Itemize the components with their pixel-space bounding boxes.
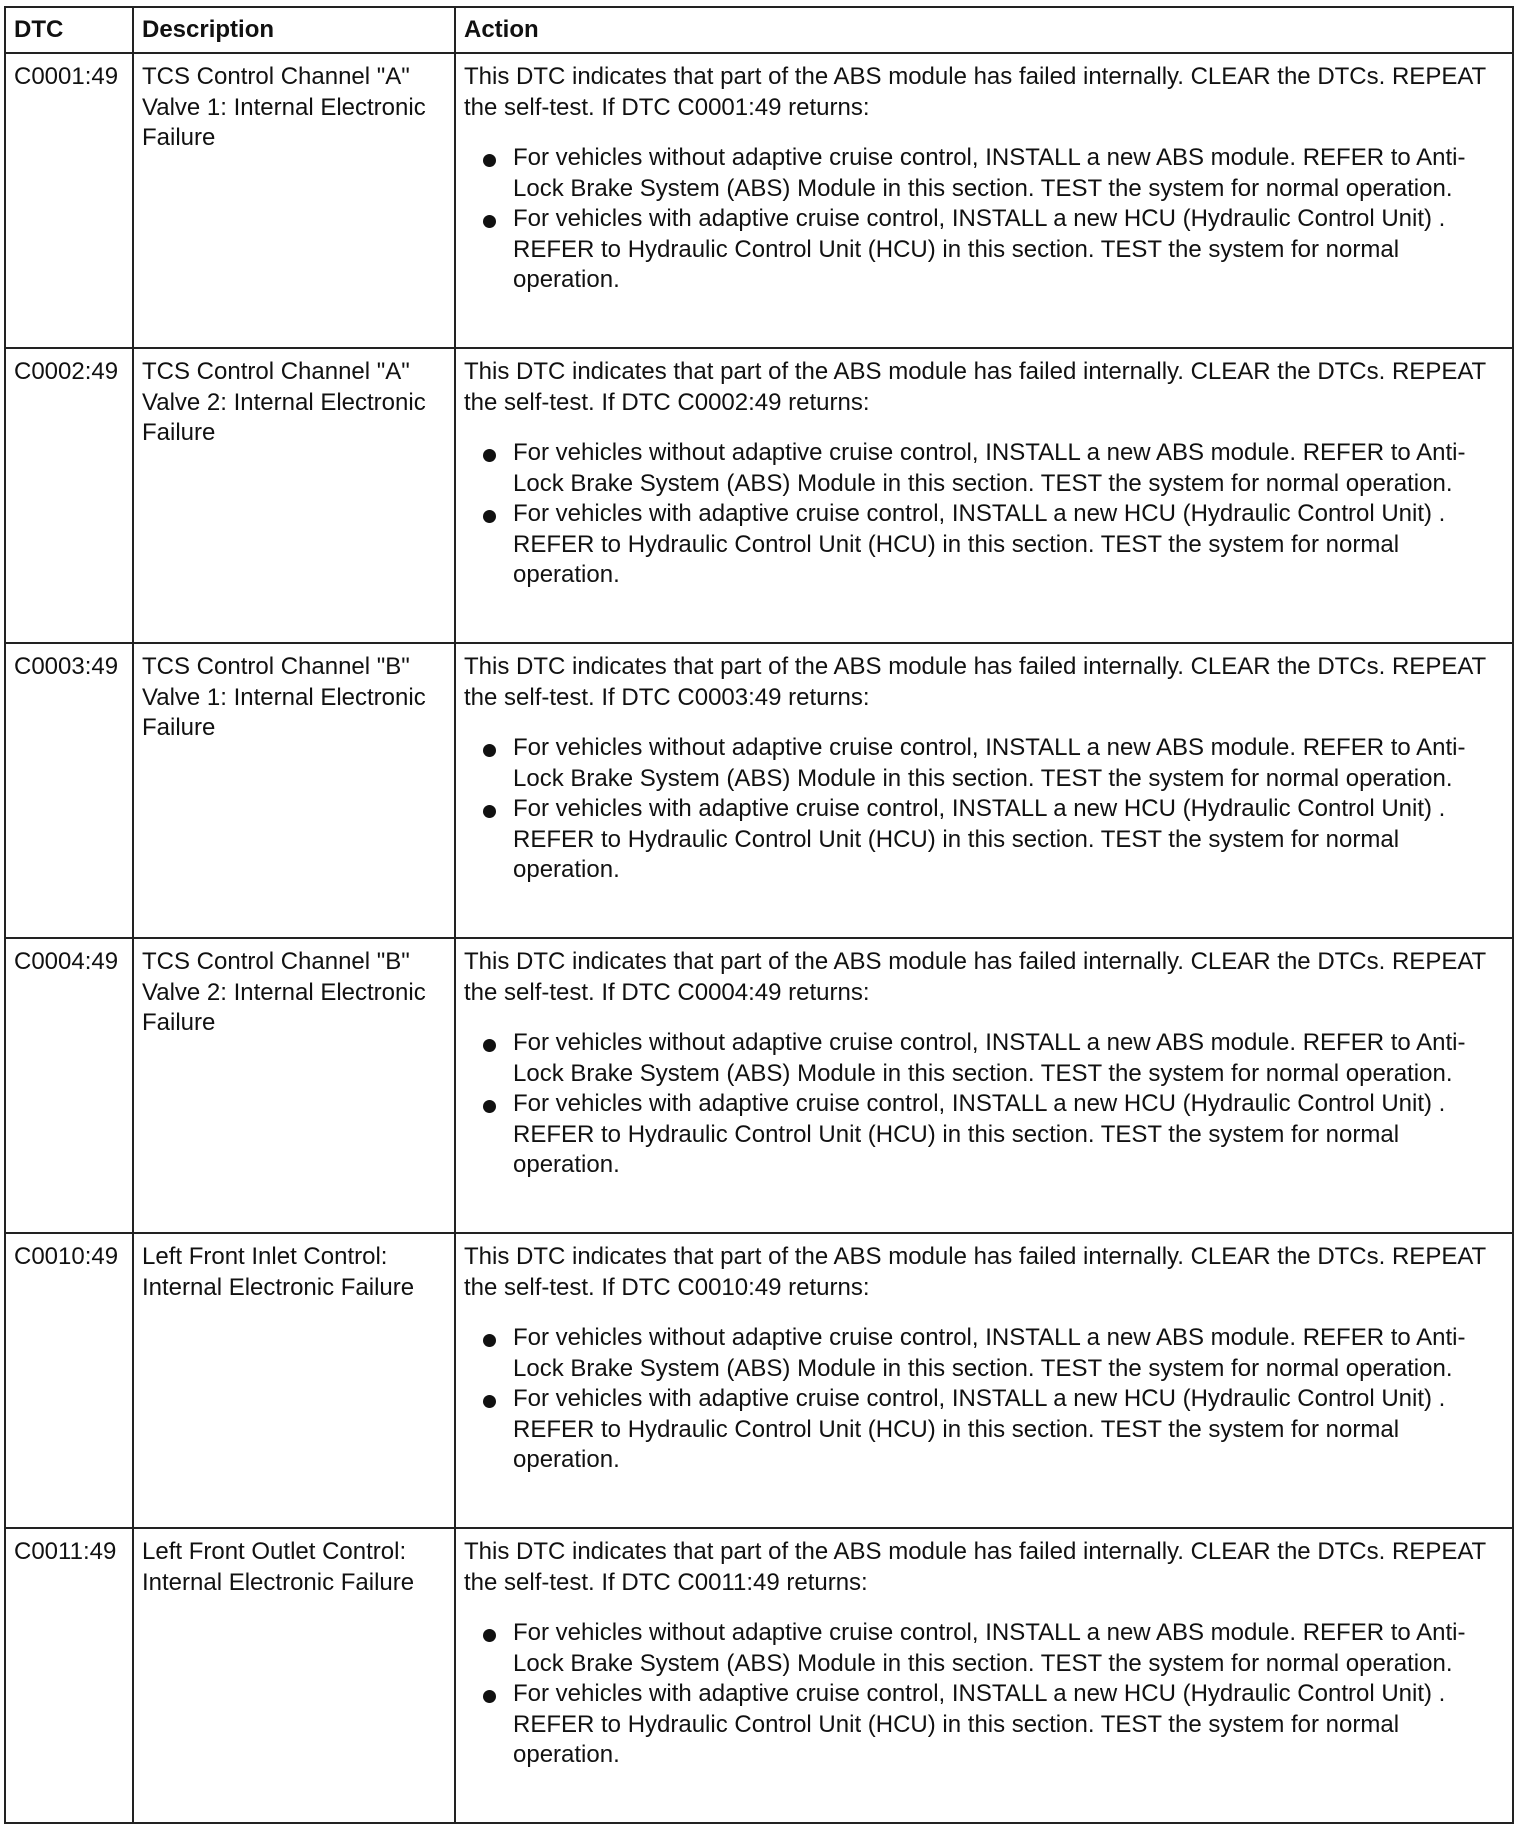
action-intro: This DTC indicates that part of the ABS module has failed internally. CLEAR the DTCs. REPEAT the self-test. If DTC C0004:49 returns: xyxy=(464,948,1486,1006)
dtc-code-cell: C0002:49 xyxy=(5,348,133,643)
column-header-description: Description xyxy=(133,7,455,53)
step-text: For vehicles with adaptive cruise control, INSTALL a new HCU (Hydraulic Control Unit) . REFER to Hydraulic Control Unit (HCU) in this section. TEST the system for normal operation. xyxy=(513,500,1446,588)
table-row xyxy=(5,348,1513,643)
description-cell: TCS Control Channel "A" Valve 2: Internal Electronic Failure xyxy=(133,348,455,643)
step-text: For vehicles with adaptive cruise control, INSTALL a new HCU (Hydraulic Control Unit) . REFER to Hydraulic Control Unit (HCU) in this section. TEST the system for normal operation. xyxy=(513,1090,1446,1178)
step-text: For vehicles without adaptive cruise control, INSTALL a new ABS module. REFER to Anti-Lock Brake System (ABS) Module in this section. TEST the system for normal operation. xyxy=(513,1619,1466,1677)
dtc-code-cell: C0004:49 xyxy=(5,938,133,1233)
list-item xyxy=(464,438,1504,499)
dtc-code-cell: C0003:49 xyxy=(5,643,133,938)
action-cell xyxy=(455,1528,1513,1823)
bullet-icon xyxy=(483,1334,496,1347)
action-intro: This DTC indicates that part of the ABS module has failed internally. CLEAR the DTCs. REPEAT the self-test. If DTC C0003:49 returns: xyxy=(464,653,1486,711)
action-intro: This DTC indicates that part of the ABS module has failed internally. CLEAR the DTCs. REPEAT the self-test. If DTC C0002:49 returns: xyxy=(464,358,1486,416)
description-cell: Left Front Inlet Control: Internal Electronic Failure xyxy=(133,1233,455,1528)
step-text: For vehicles without adaptive cruise control, INSTALL a new ABS module. REFER to Anti-Lock Brake System (ABS) Module in this section. TEST the system for normal operation. xyxy=(513,439,1466,497)
step-text: For vehicles without adaptive cruise control, INSTALL a new ABS module. REFER to Anti-Lock Brake System (ABS) Module in this section. TEST the system for normal operation. xyxy=(513,1029,1466,1087)
step-text: For vehicles with adaptive cruise control, INSTALL a new HCU (Hydraulic Control Unit) . REFER to Hydraulic Control Unit (HCU) in this section. TEST the system for normal operation. xyxy=(513,205,1446,293)
dtc-code-cell: C0001:49 xyxy=(5,53,133,348)
action-cell xyxy=(455,643,1513,938)
list-item xyxy=(464,143,1504,204)
bullet-icon xyxy=(483,1395,496,1408)
list-item xyxy=(464,1679,1504,1771)
list-item xyxy=(464,1384,1504,1476)
bullet-icon xyxy=(483,215,496,228)
step-text: For vehicles with adaptive cruise control, INSTALL a new HCU (Hydraulic Control Unit) . REFER to Hydraulic Control Unit (HCU) in this section. TEST the system for normal operation. xyxy=(513,1680,1446,1768)
list-item xyxy=(464,204,1504,296)
action-intro: This DTC indicates that part of the ABS module has failed internally. CLEAR the DTCs. REPEAT the self-test. If DTC C0010:49 returns: xyxy=(464,1243,1486,1301)
table-row xyxy=(5,643,1513,938)
bullet-icon xyxy=(483,1039,496,1052)
bullet-icon xyxy=(483,805,496,818)
list-item xyxy=(464,794,1504,886)
table-row xyxy=(5,938,1513,1233)
column-header-action: Action xyxy=(455,7,1513,53)
column-header-dtc: DTC xyxy=(5,7,133,53)
bullet-icon xyxy=(483,154,496,167)
action-intro: This DTC indicates that part of the ABS module has failed internally. CLEAR the DTCs. REPEAT the self-test. If DTC C0011:49 returns: xyxy=(464,1538,1486,1596)
list-item xyxy=(464,1089,1504,1181)
dtc-table xyxy=(4,6,1514,1824)
action-steps-list xyxy=(464,1323,1504,1476)
step-text: For vehicles with adaptive cruise control, INSTALL a new HCU (Hydraulic Control Unit) . REFER to Hydraulic Control Unit (HCU) in this section. TEST the system for normal operation. xyxy=(513,1385,1446,1473)
action-cell xyxy=(455,348,1513,643)
bullet-icon xyxy=(483,510,496,523)
step-text: For vehicles without adaptive cruise control, INSTALL a new ABS module. REFER to Anti-Lock Brake System (ABS) Module in this section. TEST the system for normal operation. xyxy=(513,1324,1466,1382)
step-text: For vehicles without adaptive cruise control, INSTALL a new ABS module. REFER to Anti-Lock Brake System (ABS) Module in this section. TEST the system for normal operation. xyxy=(513,144,1466,202)
description-cell: TCS Control Channel "B" Valve 1: Internal Electronic Failure xyxy=(133,643,455,938)
action-cell xyxy=(455,1233,1513,1528)
description-cell: TCS Control Channel "B" Valve 2: Internal Electronic Failure xyxy=(133,938,455,1233)
action-steps-list xyxy=(464,143,1504,296)
table-row xyxy=(5,1233,1513,1528)
action-steps-list xyxy=(464,1618,1504,1771)
dtc-code-cell: C0011:49 xyxy=(5,1528,133,1823)
list-item xyxy=(464,1028,1504,1089)
bullet-icon xyxy=(483,1690,496,1703)
action-intro: This DTC indicates that part of the ABS module has failed internally. CLEAR the DTCs. REPEAT the self-test. If DTC C0001:49 returns: xyxy=(464,63,1486,121)
list-item xyxy=(464,499,1504,591)
bullet-icon xyxy=(483,449,496,462)
action-cell xyxy=(455,53,1513,348)
list-item xyxy=(464,733,1504,794)
table-row xyxy=(5,1528,1513,1823)
description-cell: Left Front Outlet Control: Internal Electronic Failure xyxy=(133,1528,455,1823)
bullet-icon xyxy=(483,1629,496,1642)
dtc-code-cell: C0010:49 xyxy=(5,1233,133,1528)
action-steps-list xyxy=(464,438,1504,591)
table-header-row xyxy=(5,7,1513,53)
action-steps-list xyxy=(464,733,1504,886)
bullet-icon xyxy=(483,744,496,757)
step-text: For vehicles with adaptive cruise control, INSTALL a new HCU (Hydraulic Control Unit) . REFER to Hydraulic Control Unit (HCU) in this section. TEST the system for normal operation. xyxy=(513,795,1446,883)
step-text: For vehicles without adaptive cruise control, INSTALL a new ABS module. REFER to Anti-Lock Brake System (ABS) Module in this section. TEST the system for normal operation. xyxy=(513,734,1466,792)
description-cell: TCS Control Channel "A" Valve 1: Internal Electronic Failure xyxy=(133,53,455,348)
action-steps-list xyxy=(464,1028,1504,1181)
list-item xyxy=(464,1618,1504,1679)
bullet-icon xyxy=(483,1100,496,1113)
list-item xyxy=(464,1323,1504,1384)
action-cell xyxy=(455,938,1513,1233)
table-row xyxy=(5,53,1513,348)
